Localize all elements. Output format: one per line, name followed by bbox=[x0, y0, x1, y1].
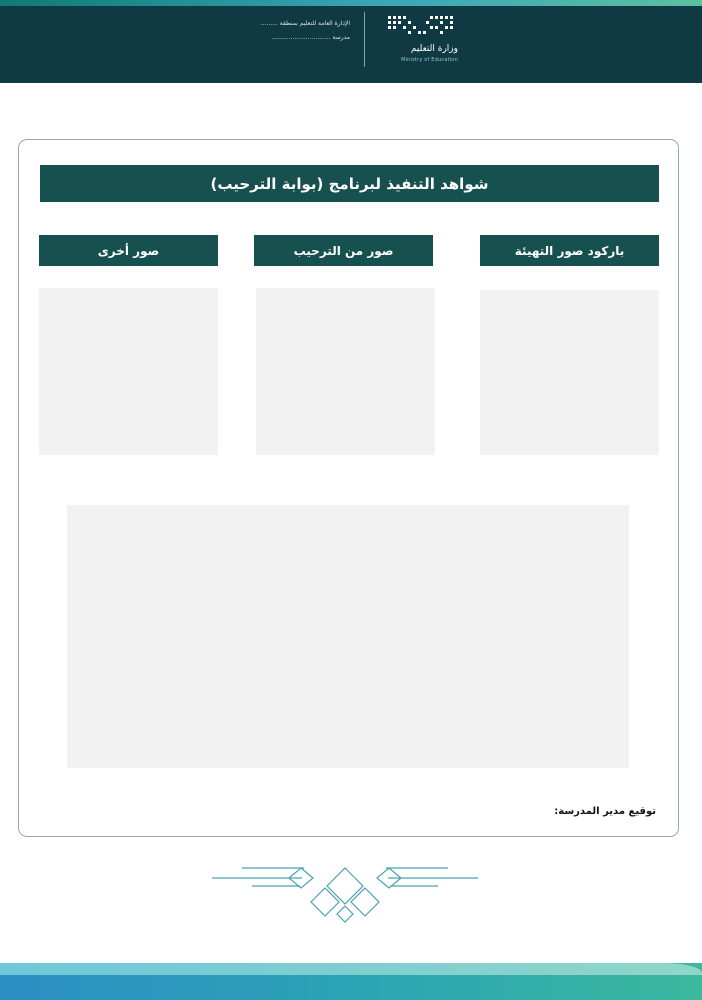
page-title: شواهد التنفيذ لبرنامج (بوابة الترحيب) bbox=[40, 165, 659, 202]
header-region-line: الإدارة العامة للتعليم بمنطقة ......... bbox=[260, 20, 350, 27]
column-header-barcode: باركود صور التهيئة bbox=[480, 235, 659, 266]
logo-subtitle: Ministry of Education bbox=[401, 57, 458, 63]
footer-band-highlight bbox=[0, 963, 702, 975]
column-header-other-photos: صور أخرى bbox=[39, 235, 218, 266]
logo-wordmark: وزارة التعليم bbox=[410, 44, 458, 54]
barcode-image-slot bbox=[480, 290, 659, 455]
header-school-line: مدرسة ............................... bbox=[271, 34, 350, 41]
ministry-logo-icon bbox=[386, 14, 460, 72]
page-header bbox=[0, 6, 702, 83]
large-photo-slot bbox=[67, 505, 629, 768]
decorative-ornament-icon bbox=[212, 858, 478, 924]
header-divider bbox=[364, 12, 365, 67]
other-photo-slot bbox=[39, 288, 218, 455]
column-header-welcome-photos: صور من الترحيب bbox=[254, 235, 433, 266]
signature-label: توقيع مدير المدرسة: bbox=[554, 806, 656, 817]
welcome-photo-slot bbox=[256, 288, 435, 455]
